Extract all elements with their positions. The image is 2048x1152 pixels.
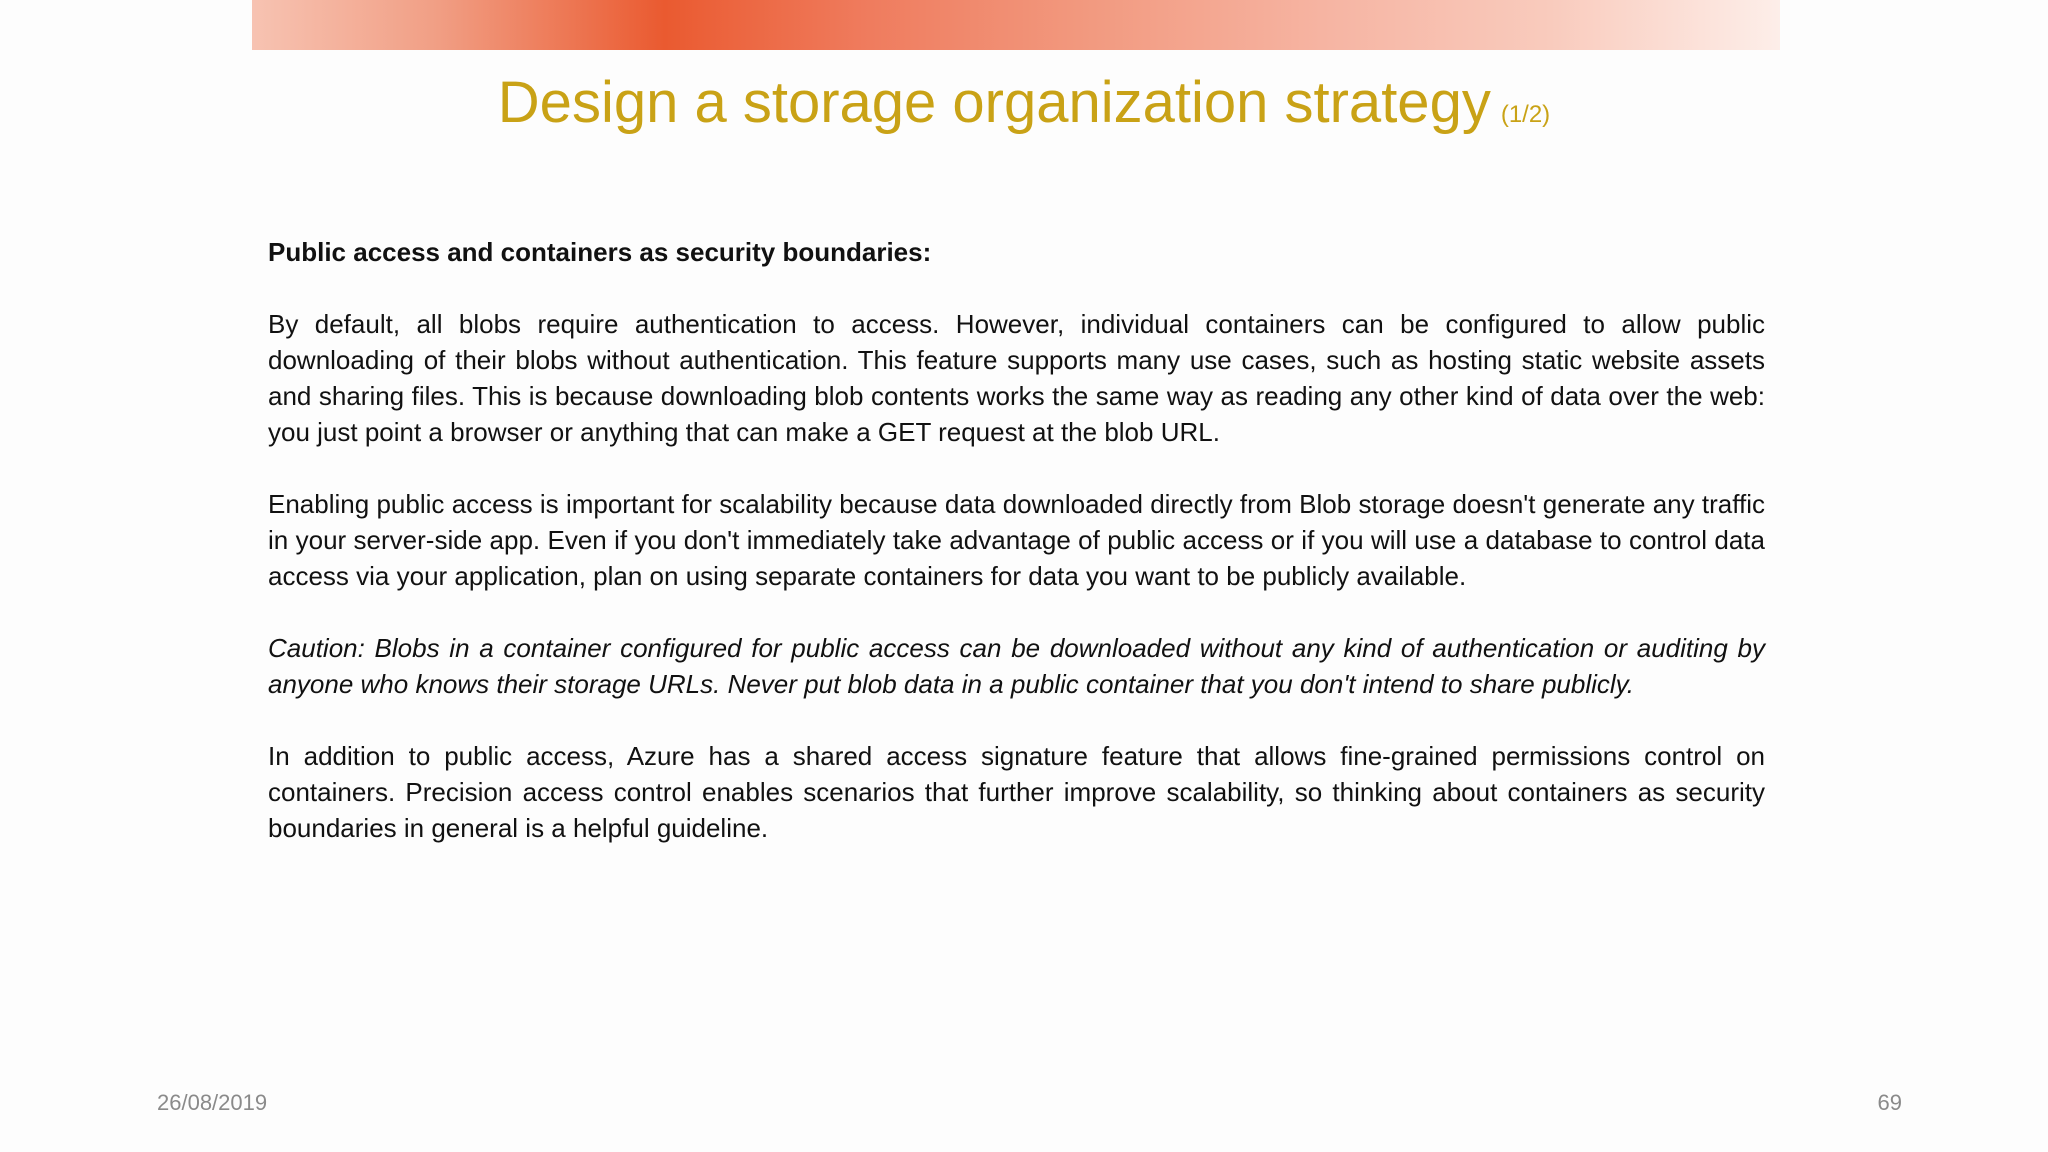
paragraph-default-authentication: By default, all blobs require authentication to access. However, individual containers can be configured to allow public downloading of their blobs without authentication. This feature supports many use cases, such as hosting static website assets and sharing files. This is because downloading blob contents works the same way as reading any other kind of data over the web: you just point a browser or anything that can make a GET request at the blob URL.	[268, 309, 1765, 447]
slide-title	[0, 68, 2048, 150]
footer-date: 26/08/2019	[157, 1090, 268, 1115]
slide-title-part-indicator: (1/2)	[1500, 101, 1551, 128]
section-heading: Public access and containers as security boundaries:	[268, 237, 932, 267]
accent-gradient-bar	[252, 0, 1780, 50]
slide-title-text: Design a storage organization strategy	[497, 70, 1491, 135]
slide-body	[268, 234, 1765, 882]
footer-page-number: 69	[1877, 1090, 1902, 1115]
paragraph-public-access-scalability: Enabling public access is important for scalability because data downloaded directly from Blob storage doesn't generate any traffic in your server-side app. Even if you don't immediately take advantage of public access or if you will use a database to control data access via your application, plan on using separate containers for data you want to be publicly available.	[268, 489, 1765, 591]
paragraph-shared-access-signature: In addition to public access, Azure has a shared access signature feature that allows fine-grained permissions control on containers. Precision access control enables scenarios that further improve scalability, so thinking about containers as security boundaries in general is a helpful guideline.	[268, 741, 1765, 843]
caution-note: Caution: Blobs in a container configured for public access can be downloaded without any kind of authentication or auditing by anyone who knows their storage URLs. Never put blob data in a public container that you don't intend to share publicly.	[268, 633, 1765, 699]
